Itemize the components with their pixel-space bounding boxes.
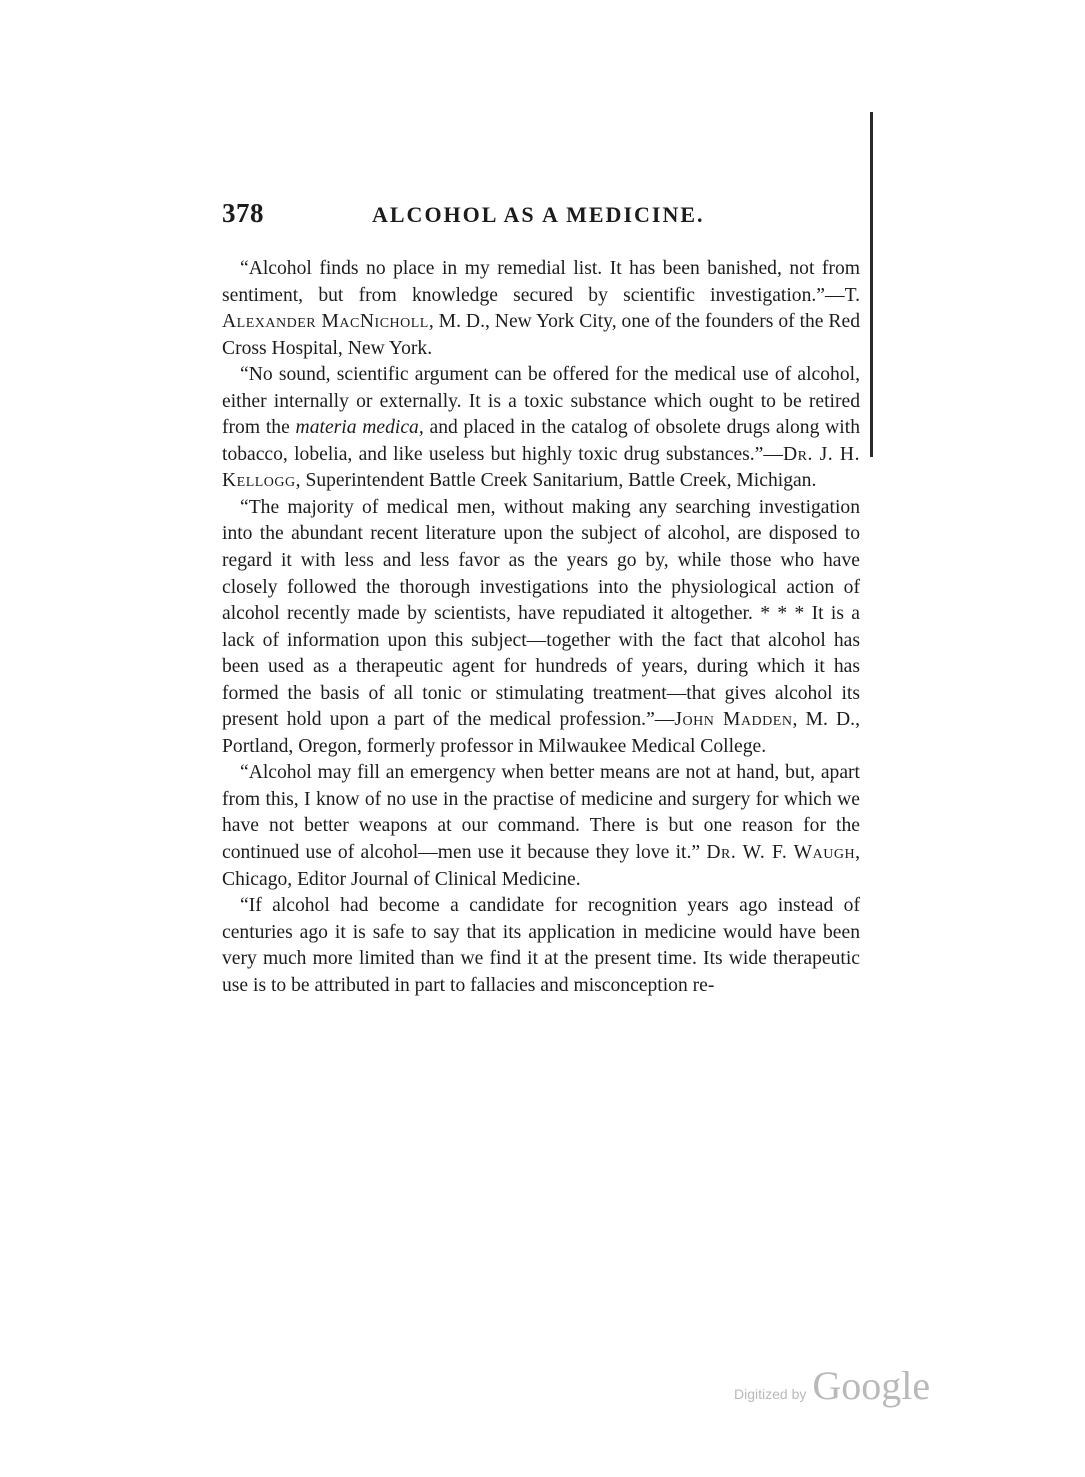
italic-term: materia medica, <box>295 417 424 439</box>
author-name: John Madden <box>674 709 793 731</box>
page-header <box>222 198 862 238</box>
quote-text: “Alcohol may fill an emergency when better means are not at hand, but, apart from this, I know of no use in the practise of medicine and surgery for which we have not better weapons at our command. There is but one reason for the continued use of alcohol—men use it because they love it.” <box>222 762 860 864</box>
author-name: Alexander MacNicholl <box>222 311 429 333</box>
quote-paragraph-madden <box>222 495 860 760</box>
author-name: Dr. W. F. Waugh <box>706 842 856 864</box>
quote-text: “The majority of medical men, without making any searching investigation into the abundant recent literature upon the subject of alcohol, are disposed to regard it with less and less favor as the years go by, while those who have closely followed the thorough investigations into the physiological action of alcohol recently made by scientists, have repudiated it altogether. * * * It is a lack of information upon this subject—together with the fact that alcohol has been used as a therapeutic agent for hundreds of years, during which it has formed the basis of all tonic or stimulating treatment—that gives alcohol its present hold upon a part of the medical profession.”— <box>222 496 860 731</box>
watermark-brand: Google <box>812 1363 931 1408</box>
quote-paragraph-macnicholl <box>222 256 860 362</box>
quote-text: “Alcohol finds no place in my remedial list. It has been banished, not from sentiment, but from knowledge secured by scientific investigation.”—T. <box>222 258 860 306</box>
quote-paragraph-kellogg <box>222 362 860 495</box>
body-text <box>222 256 860 999</box>
author-name: Dr. J. H. Kellogg <box>222 443 860 492</box>
quote-text: “If alcohol had become a candidate for recognition years ago instead of centuries ago it is safe to say that its application in medicine would have been very much more limited than we find it at the present time. Its wide therapeutic use is to be attributed in part to fallacies and misconception re- <box>222 895 860 996</box>
page-number: 378 <box>222 198 264 228</box>
quote-paragraph-waugh <box>222 760 860 893</box>
quote-text: “No sound, scientific argument can be offered for the medical use of alcohol, either internally or externally. It is a toxic substance which ought to be retired from the <box>222 364 860 439</box>
author-credentials: , M. D., Portland, Oregon, formerly professor in Milwaukee Medical College. <box>222 709 860 757</box>
quote-paragraph-continued <box>222 893 860 999</box>
author-credentials: , Chicago, Editor Journal of Clinical Medicine. <box>222 842 860 890</box>
running-title: ALCOHOL AS A MEDICINE. <box>372 202 705 227</box>
author-credentials: , Superintendent Battle Creek Sanitarium, Battle Creek, Michigan. <box>295 470 817 492</box>
author-credentials: , M. D., New York City, one of the founders of the Red Cross Hospital, New York. <box>222 311 860 359</box>
digitized-watermark <box>734 1362 964 1412</box>
scan-gutter-line <box>870 112 873 457</box>
watermark-prefix: Digitized by <box>734 1386 807 1402</box>
quote-text: and placed in the catalog of obsolete drugs along with tobacco, lobelia, and like useless but highly toxic drug substances.”— <box>222 417 860 465</box>
